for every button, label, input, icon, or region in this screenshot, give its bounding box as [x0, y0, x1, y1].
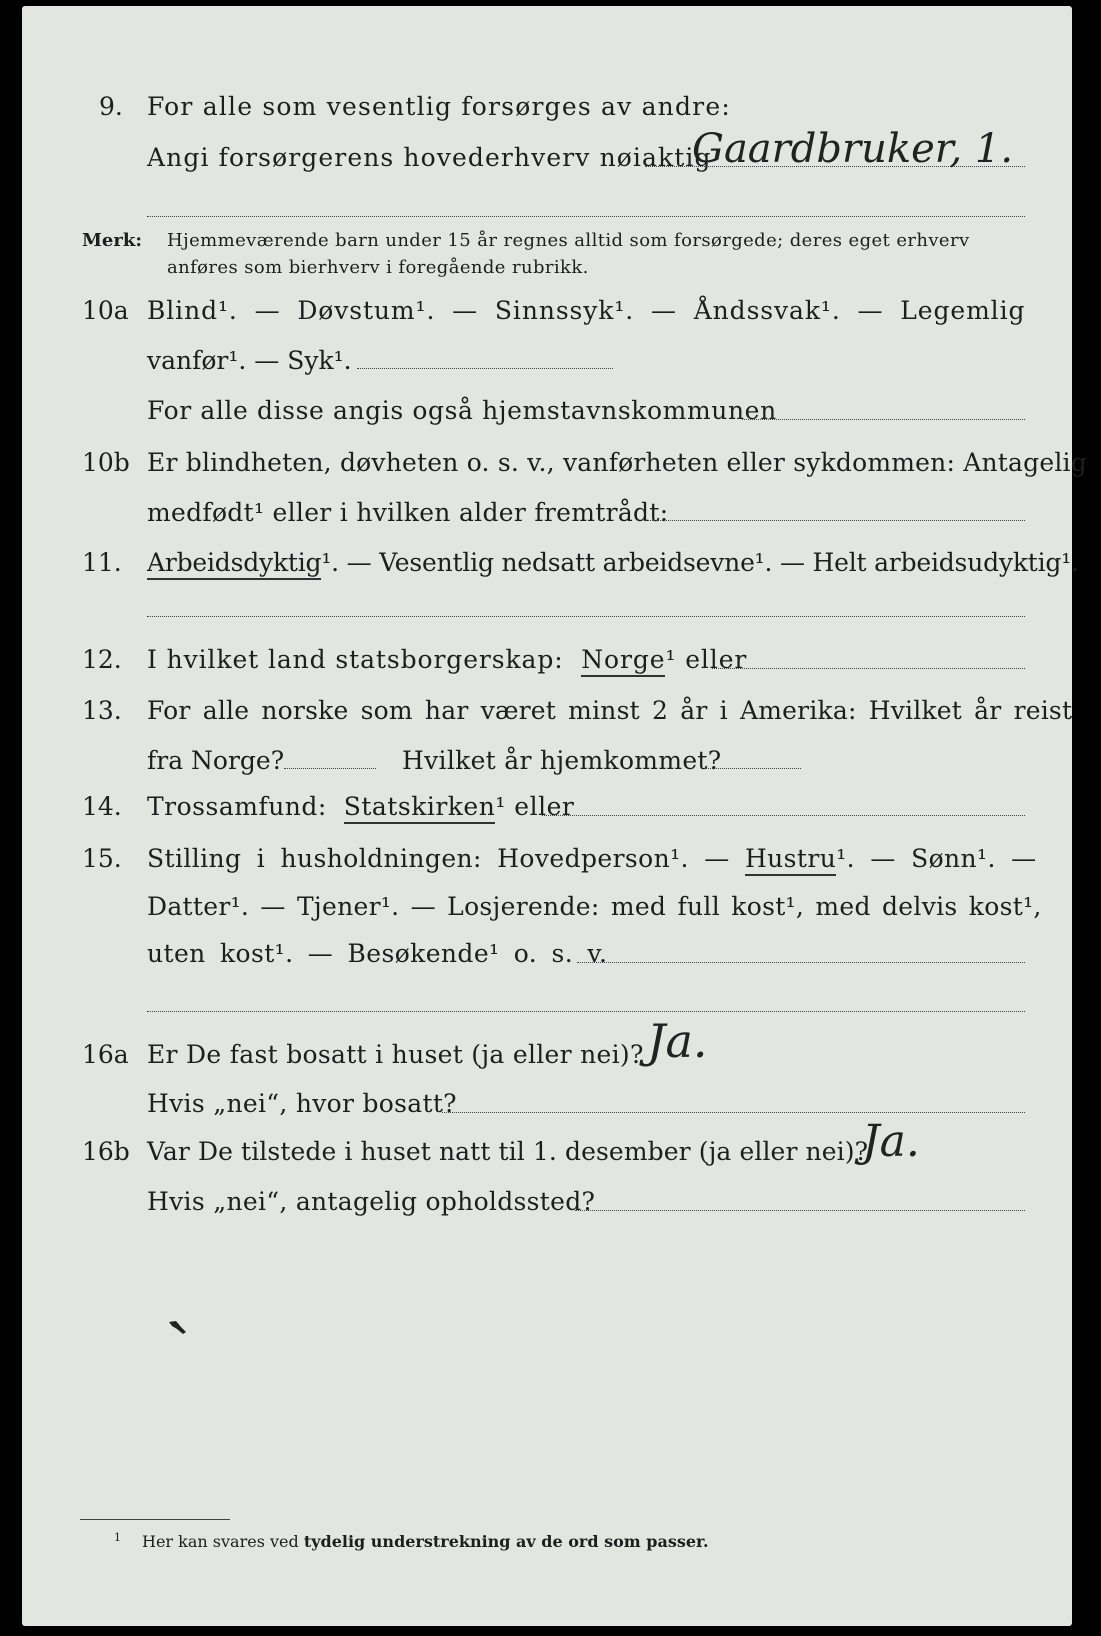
q15-line1 [147, 843, 1037, 875]
q12-text: I hvilket land statsborgerskap: [147, 645, 564, 674]
q11-arbeidsdyktig-underlined: Arbeidsdyktig [147, 548, 321, 580]
pencil-mark-icon [167, 1318, 189, 1336]
q15-line1a: Stilling i husholdningen: Hovedperson¹. — [147, 844, 730, 873]
q10a-syk-line [357, 368, 613, 369]
q13-number: 13. [82, 696, 122, 725]
merk-line1: Hjemmeværende barn under 15 år regnes alltid som forsørgede; deres eget erhverv [167, 230, 970, 251]
q14-answer-line [542, 815, 1025, 816]
q14-statskirken-underlined: Statskirken [344, 792, 496, 824]
q16b-number: 16b [82, 1137, 130, 1166]
q12-answer-line [712, 668, 1025, 669]
q10a-line2: vanfør¹. — Syk¹. [147, 346, 352, 375]
q16a-handwritten-answer: Ja. [647, 1014, 708, 1068]
q10b-line2: medfødt¹ eller i hvilken alder fremtrådt: [147, 498, 669, 527]
q9-number: 9. [99, 92, 123, 121]
footnote-rule [80, 1519, 230, 1520]
q16a-line1: Er De fast bosatt i huset (ja eller nei)? [147, 1040, 644, 1069]
footnote-marker: 1 [114, 1531, 121, 1544]
q16a-line2: Hvis „nei“, hvor bosatt? [147, 1089, 457, 1118]
q9-line1: For alle som vesentlig forsørges av andre: [147, 92, 731, 121]
q15-line2: Datter¹. — Tjener¹. — Losjerende: med full kost¹, med delvis kost¹, [147, 892, 1042, 921]
footnote-text-b: tydelig understrekning av de ord som passer. [303, 1532, 709, 1551]
q13-line2b: Hvilket år hjemkommet? [402, 746, 722, 775]
q15-line1c: ¹. — Sønn¹. — [836, 844, 1037, 873]
q9-line2: Angi forsørgerens hovederhverv nøiaktig [147, 143, 712, 172]
q11-number: 11. [82, 548, 122, 577]
q12-line [147, 644, 747, 676]
q14-number: 14. [82, 792, 122, 821]
q11-line1 [147, 547, 1079, 579]
q13-hjemkommet-line [704, 768, 801, 769]
q11-rest: ¹. — Vesentlig nedsatt arbeidsevne¹. — Helt arbeidsudyktig¹. [321, 548, 1079, 577]
q11-extra-line [147, 616, 1025, 617]
q16a-number: 16a [82, 1040, 129, 1069]
q10b-line1: Er blindheten, døvheten o. s. v., vanførheten eller sykdommen: Antagelig [147, 448, 1087, 477]
q12-number: 12. [82, 645, 122, 674]
footnote-text [142, 1531, 709, 1553]
footnote-text-a: Her kan svares ved [142, 1532, 299, 1551]
q15-line3: uten kost¹. — Besøkende¹ o. s. v. [147, 939, 608, 968]
q10b-answer-line [644, 520, 1025, 521]
q10b-number: 10b [82, 448, 130, 477]
q14-eller: ¹ eller [495, 792, 575, 821]
q16a-answer-line [442, 1112, 1025, 1113]
census-form-page [22, 6, 1087, 1626]
q10a-line3: For alle disse angis også hjemstavnskommunen [147, 396, 777, 425]
q10a-kommune-line [742, 419, 1025, 420]
q9-extra-line [147, 216, 1025, 217]
merk-line2: anføres som bierhverv i foregående rubrikk. [167, 257, 589, 278]
q15-number: 15. [82, 844, 122, 873]
q13-line2a: fra Norge? [147, 746, 285, 775]
q15-hustru-underlined: Hustru [745, 844, 836, 876]
q14-text: Trossamfund: [147, 792, 327, 821]
q15-answer-line [577, 962, 1025, 963]
q10a-number: 10a [82, 296, 129, 325]
q16b-line1: Var De tilstede i huset natt til 1. desember (ja eller nei)? [147, 1137, 869, 1166]
q13-line1: For alle norske som har været minst 2 år i Amerika: Hvilket år reist [147, 696, 1073, 725]
q10a-line1: Blind¹. — Døvstum¹. — Sinnssyk¹. — Åndssvak¹. — Legemlig [147, 296, 1026, 325]
merk-label: Merk: [82, 230, 142, 251]
q9-handwritten-answer: Gaardbruker, 1. [692, 126, 1014, 172]
q15-extra-line [147, 1011, 1025, 1012]
q13-reist-line [284, 768, 376, 769]
q16b-line2: Hvis „nei“, antagelig opholdssted? [147, 1187, 596, 1216]
q14-line [147, 791, 574, 823]
q12-eller: ¹ eller [665, 645, 748, 674]
q12-norge-underlined: Norge [581, 645, 665, 677]
q16b-answer-line [575, 1210, 1025, 1211]
q16b-handwritten-answer: Ja. [862, 1116, 920, 1167]
